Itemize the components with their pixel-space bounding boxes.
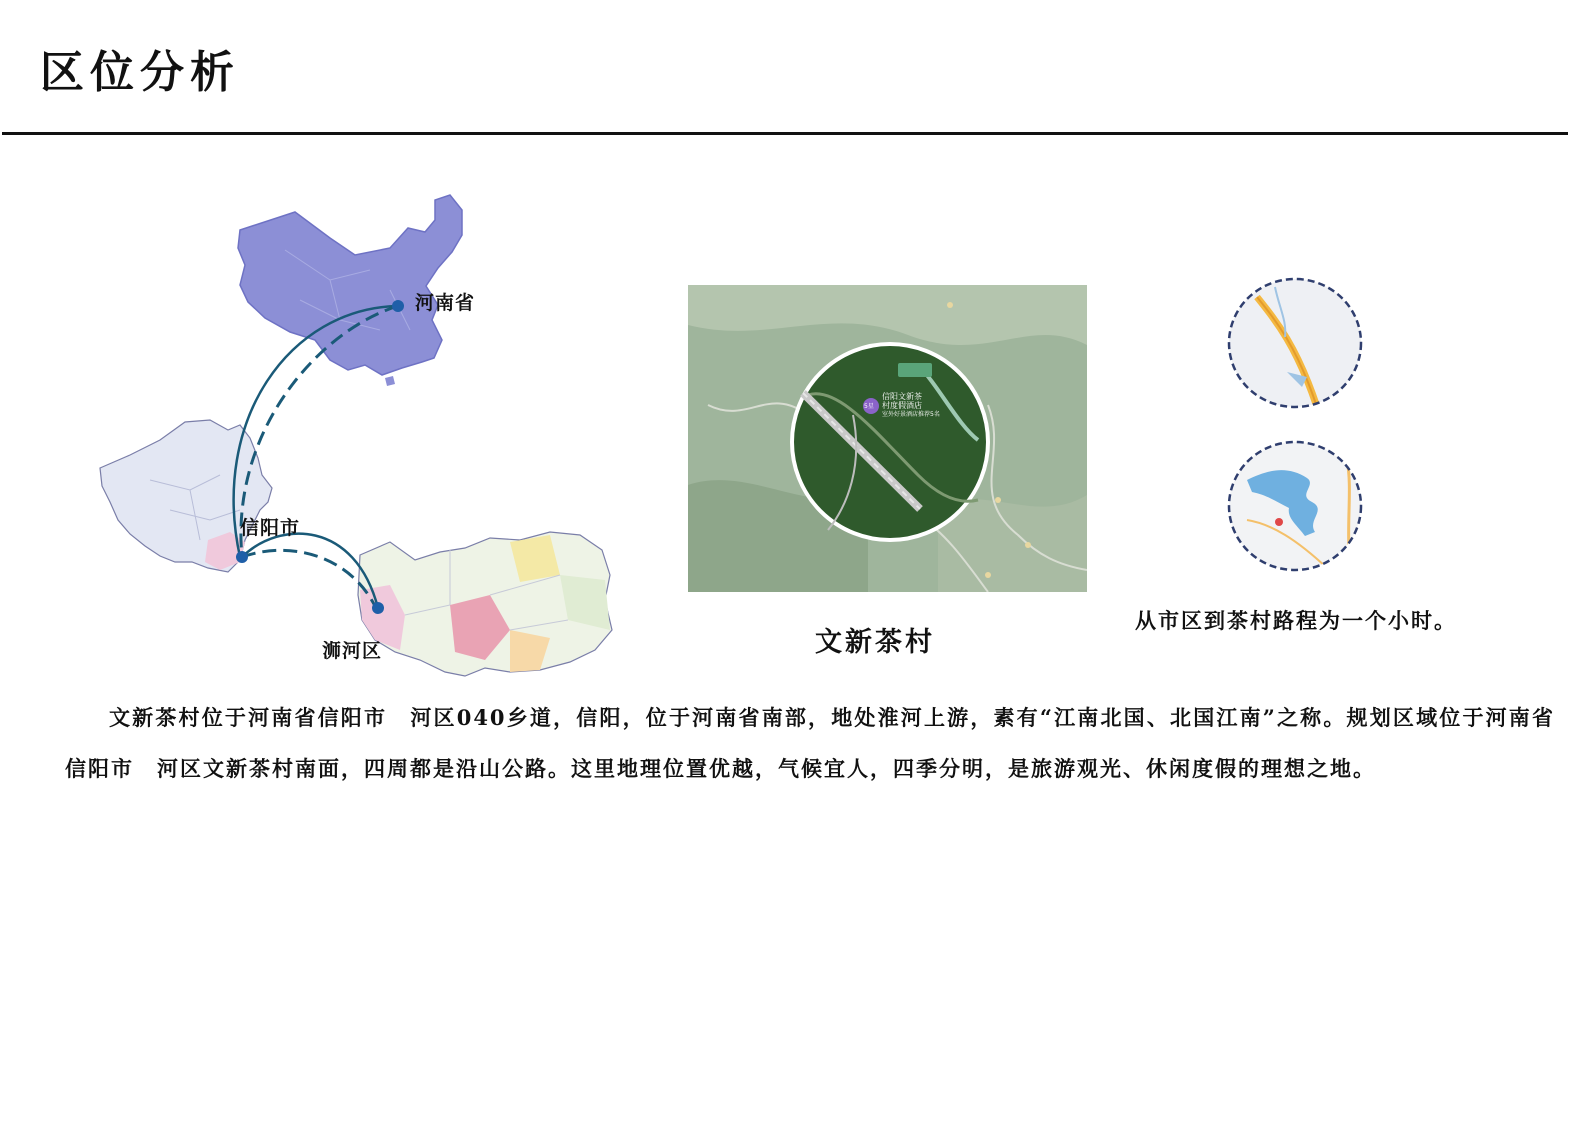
route-caption: 从市区到茶村路程为一个小时。 <box>1135 608 1457 633</box>
title-divider <box>2 132 1568 135</box>
route-arc-dashed-2 <box>242 550 376 608</box>
shihe-dot <box>372 602 384 614</box>
label-xinyang-city: 信阳市 <box>240 517 301 539</box>
henan-dot <box>392 300 404 312</box>
location-map-group <box>90 190 630 680</box>
route-map-top <box>1227 277 1363 409</box>
china-map <box>238 195 462 375</box>
location-map-graphic <box>90 190 630 680</box>
poi-line-3: 室外好景酒店推荐5名 <box>882 411 940 418</box>
route-arc-solid-2 <box>242 534 378 608</box>
satellite-focus-circle <box>792 344 988 540</box>
henan-map <box>100 420 272 572</box>
page-title: 区位分析 <box>40 47 240 98</box>
xinyang-dot <box>236 551 248 563</box>
label-shihe-district: 浉河区 <box>322 640 383 662</box>
poi-label <box>882 392 940 419</box>
description-paragraph: 文新茶村位于河南省信阳市 河区040乡道，信阳，位于河南省南部，地处淮河上游，素有“江南北国、北国江南”之称。规划区域位于河南省信阳市 河区文新茶村南面，四周都是沿山公路。这里地理位置优越，气候宜人，四季分明，是旅游观光、休闲度假的理想之地。 <box>65 705 1555 781</box>
route-map-bottom <box>1227 440 1363 572</box>
poi-line-1: 信阳文新茶 <box>882 392 922 401</box>
label-henan-province: 河南省 <box>415 292 476 314</box>
satellite-map <box>688 285 1087 592</box>
poi-badge-text: 5星 <box>864 403 874 410</box>
poi-line-2: 村度假酒店 <box>882 401 922 410</box>
satellite-caption: 文新茶村 <box>815 627 935 658</box>
